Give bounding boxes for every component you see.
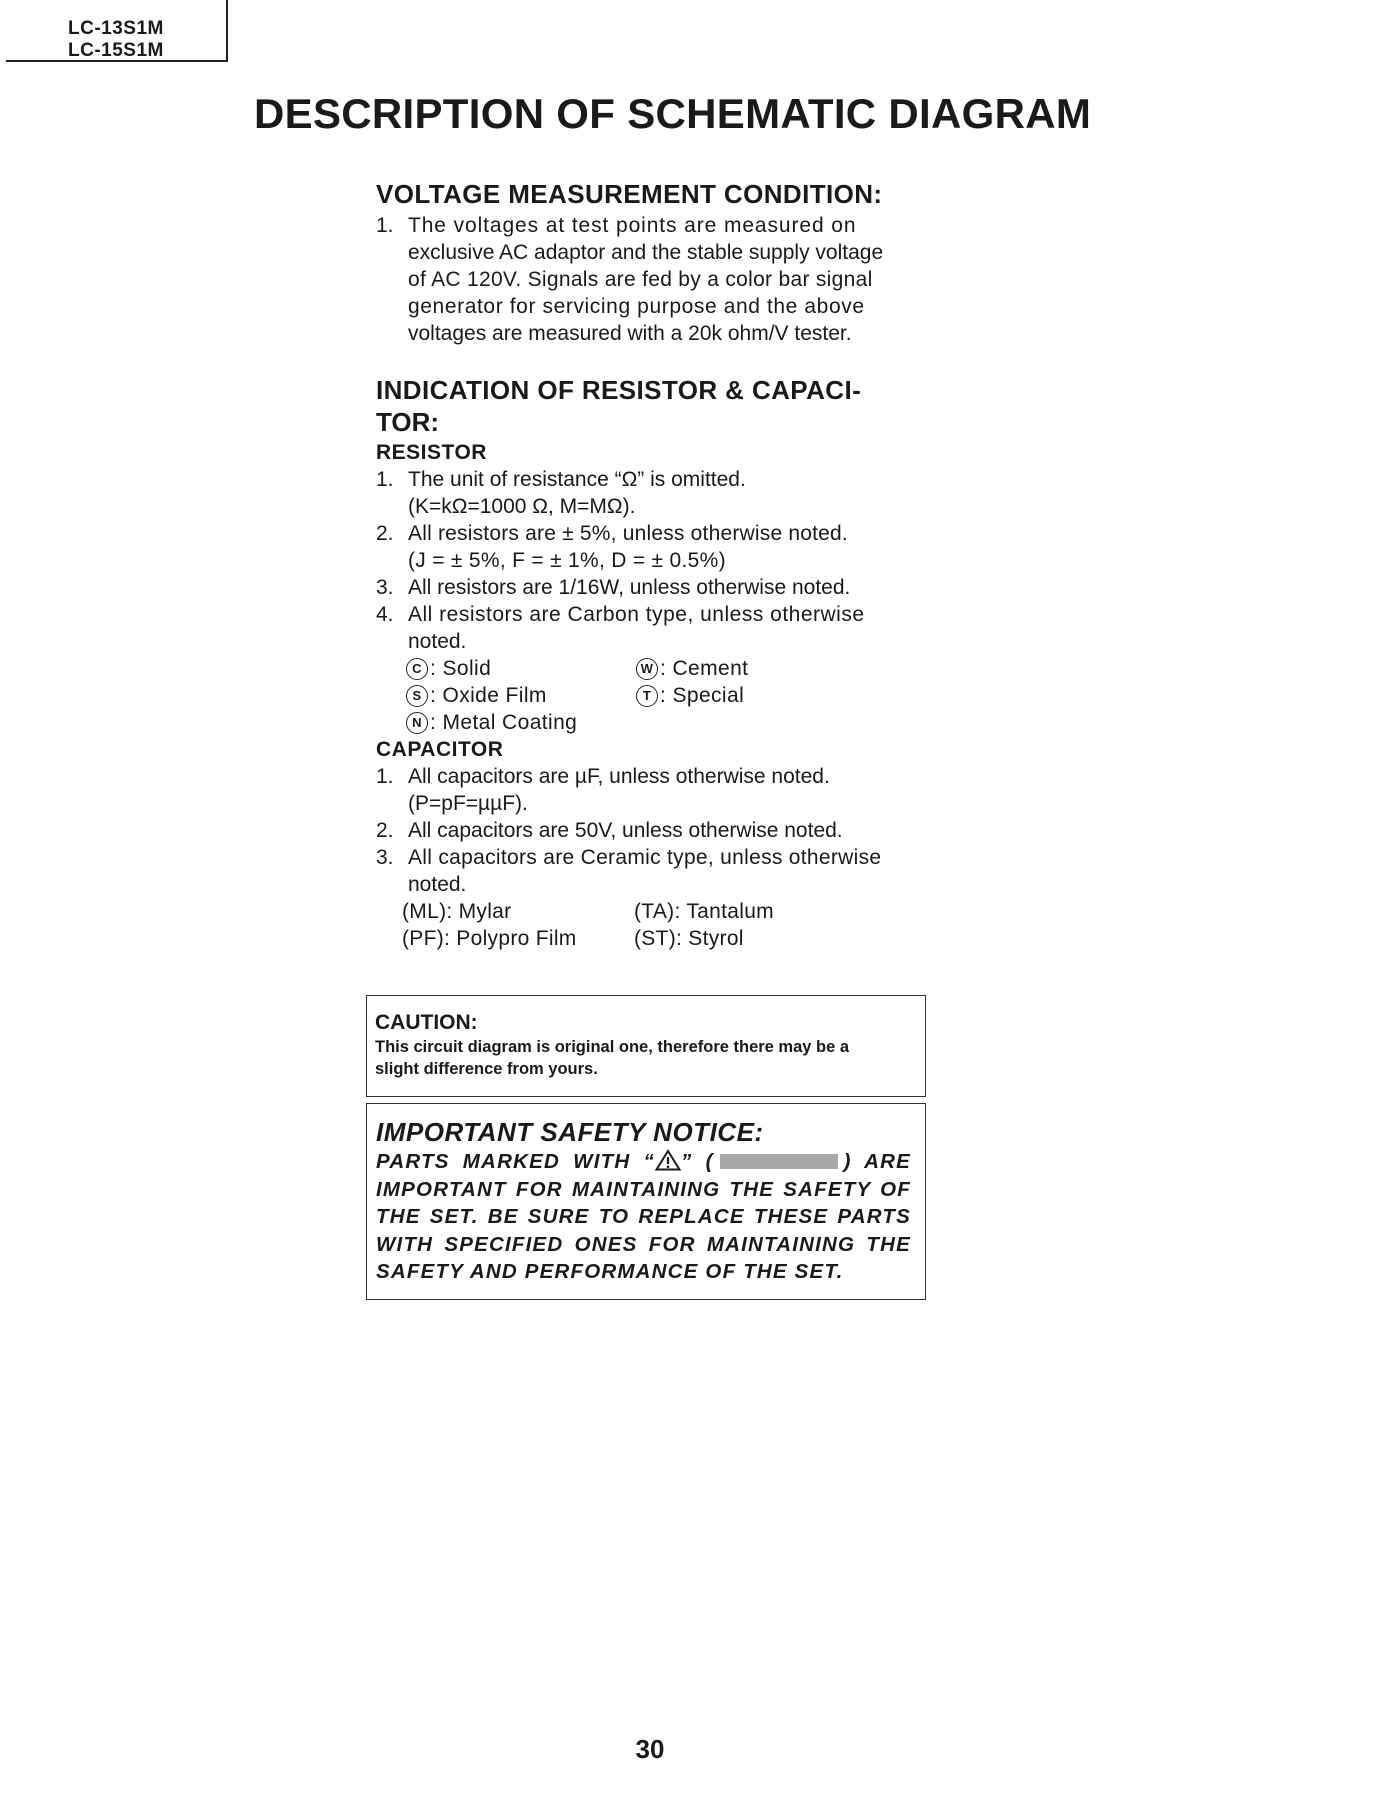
circled-symbol: W [636, 658, 658, 680]
indication-heading: INDICATION OF RESISTOR & CAPACI- [376, 375, 862, 405]
shaded-marking-swatch [720, 1154, 838, 1169]
body-line: (K=kΩ=1000 Ω, M=MΩ). [408, 495, 636, 518]
item-number: 4. [376, 603, 394, 626]
warning-triangle-icon [655, 1150, 681, 1173]
list-item [376, 601, 920, 655]
model-number-box [6, 0, 228, 62]
body-line: All resistors are 1/16W, unless otherwise noted. [408, 576, 851, 599]
list-item [376, 817, 920, 844]
body-line: The unit of resistance “Ω” is omitted. [408, 468, 746, 491]
capacitor-heading: CAPACITOR [376, 738, 504, 761]
caution-title: CAUTION: [375, 1011, 478, 1034]
body-line: of AC 120V. Signals are fed by a color bar signal [408, 268, 873, 291]
indication-heading-cont: TOR: [376, 407, 440, 437]
safety-text: PARTS MARKED WITH “ [376, 1150, 655, 1173]
item-number: 2. [376, 522, 394, 545]
page-number: 30 [635, 1734, 665, 1764]
list-item [376, 212, 920, 347]
list-item [376, 574, 920, 601]
legend-label: : Special [660, 684, 745, 707]
item-number: 1. [376, 214, 394, 237]
model-number: LC-15S1M [68, 40, 164, 61]
list-item [376, 466, 920, 520]
legend-entry [636, 655, 936, 682]
body-line: (J = ± 5%, F = ± 1%, D = ± 0.5%) [408, 549, 726, 572]
caution-line: slight difference from yours. [375, 1060, 598, 1078]
circled-symbol: S [406, 685, 428, 707]
resistor-list [376, 466, 920, 655]
safety-line [376, 1148, 911, 1176]
legend-label: : Oxide Film [430, 684, 547, 707]
item-number: 3. [376, 576, 394, 599]
body-line: The voltages at test points are measured on [408, 214, 857, 237]
voltage-heading: VOLTAGE MEASUREMENT CONDITION: [376, 179, 883, 209]
body-line: exclusive AC adaptor and the stable supply voltage [408, 241, 884, 264]
legend-label: : Metal Coating [430, 711, 578, 734]
body-line: noted. [408, 873, 467, 896]
item-number: 1. [376, 468, 394, 491]
circled-symbol: C [406, 658, 428, 680]
safety-line: THE SET. BE SURE TO REPLACE THESE PARTS [376, 1205, 911, 1228]
legend-entry: (ST): Styrol [634, 927, 744, 950]
body-line: All capacitors are µF, unless otherwise noted. [408, 765, 830, 788]
item-number: 2. [376, 819, 394, 842]
body-line: All capacitors are Ceramic type, unless otherwise [408, 846, 882, 869]
legend-entry: (ML): Mylar [402, 900, 512, 923]
item-number: 3. [376, 846, 394, 869]
safety-text: ) ARE [843, 1150, 912, 1173]
resistor-heading: RESISTOR [376, 441, 487, 464]
capacitor-type-legend [376, 898, 920, 952]
circled-symbol: N [406, 712, 428, 734]
legend-label: : Cement [660, 657, 749, 680]
voltage-section [376, 178, 920, 347]
indication-section [376, 374, 920, 952]
list-item [376, 763, 920, 817]
list-item [376, 520, 920, 574]
legend-label: : Solid [430, 657, 492, 680]
list-item [376, 844, 920, 898]
caution-line: This circuit diagram is original one, therefore there may be a [375, 1038, 850, 1056]
legend-entry [636, 682, 936, 709]
item-number: 1. [376, 765, 394, 788]
legend-entry: (TA): Tantalum [634, 900, 774, 923]
body-line: noted. [408, 630, 467, 653]
caution-box [366, 995, 926, 1097]
body-line: generator for servicing purpose and the above [408, 295, 865, 318]
safety-line: IMPORTANT FOR MAINTAINING THE SAFETY OF [376, 1177, 911, 1201]
legend-entry [406, 655, 636, 682]
safety-notice-box [366, 1103, 926, 1300]
body-line: voltages are measured with a 20k ohm/V tester. [408, 322, 852, 345]
circled-symbol: T [636, 685, 658, 707]
legend-entry [406, 709, 636, 736]
resistor-type-legend [376, 655, 920, 736]
body-line: All resistors are Carbon type, unless otherwise [408, 603, 865, 626]
model-number: LC-13S1M [68, 18, 164, 39]
safety-title: IMPORTANT SAFETY NOTICE: [376, 1117, 764, 1147]
body-line: All capacitors are 50V, unless otherwise noted. [408, 819, 843, 842]
legend-entry [406, 682, 636, 709]
safety-line: SAFETY AND PERFORMANCE OF THE SET. [376, 1260, 844, 1283]
body-line: All resistors are ± 5%, unless otherwise noted. [408, 522, 848, 545]
page-title: DESCRIPTION OF SCHEMATIC DIAGRAM [254, 90, 1092, 137]
safety-text: ” ( [680, 1150, 714, 1173]
safety-line: WITH SPECIFIED ONES FOR MAINTAINING THE [376, 1232, 911, 1256]
capacitor-list [376, 763, 920, 898]
body-line: (P=pF=µµF). [408, 792, 528, 815]
legend-entry: (PF): Polypro Film [402, 927, 577, 950]
